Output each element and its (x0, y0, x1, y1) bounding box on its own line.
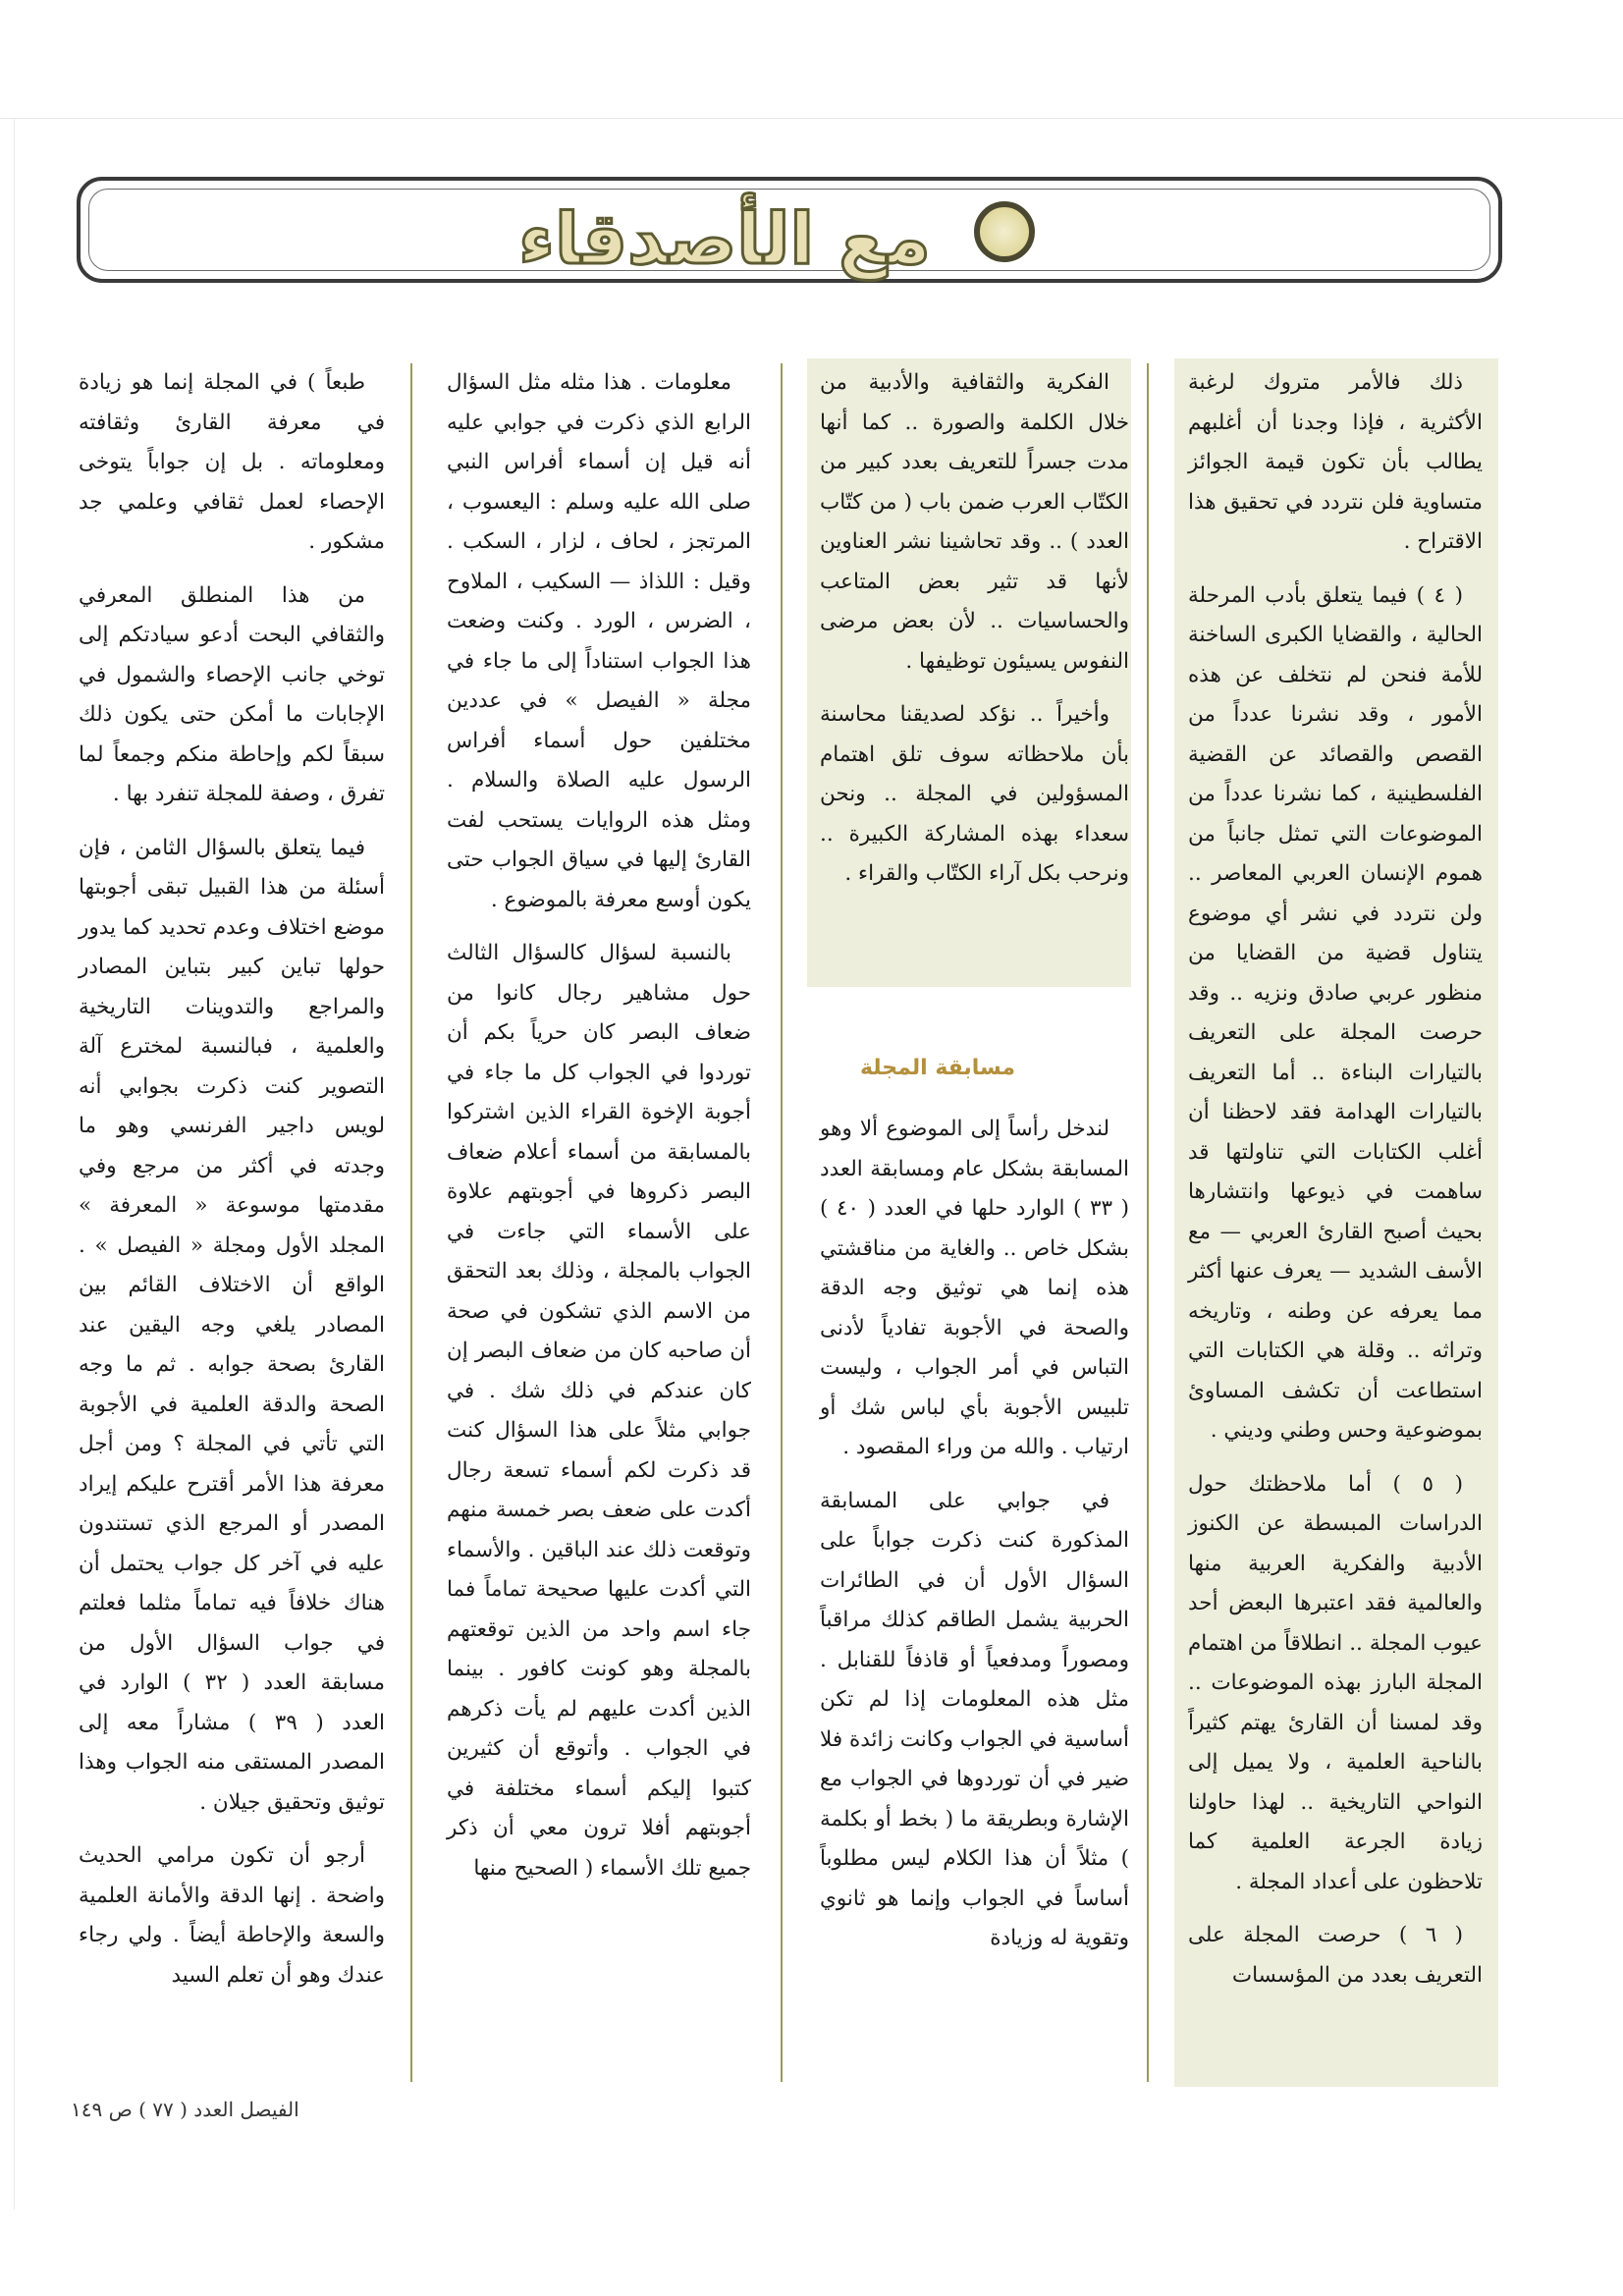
column-second-body (820, 1110, 1129, 1959)
column-boxed-reply (820, 363, 1129, 895)
paragraph: في جوابي على المسابقة المذكورة كنت ذكرت جواباً على السؤال الأول أن في الطائرات الحربية يشمل الطاقم كذلك مراقباً ومصوراً ومدفعياً أو قاذفاً للقنابل . مثل هذه المعلومات إذا لم تكن أساسية في الجواب وكانت زائدة فلا ضير في أن توردوها في الجواب مع الإشارة وبطريقة ما ( بخط أو بكلمة ) مثلاً أن هذا الكلام ليس مطلوباً أساساً في الجواب وإنما هو ثانوي وتقوية له وزيادة (820, 1488, 1129, 1950)
header-ornament-circle (974, 201, 1035, 262)
column-left (79, 363, 385, 1995)
paragraph: أرجو أن تكون مرامي الحديث واضحة . إنها الدقة والأمانة العلمية والسعة والإحاطة أيضاً . ولي رجاء عندك وهو أن تعلم السيد (79, 1843, 385, 1988)
column-rule (1147, 363, 1149, 2082)
paragraph: معلومات . هذا مثله مثل السؤال الرابع الذي ذكرت في جوابي عليه أنه قيل إن أسماء أفراس النبي صلى الله عليه وسلم : اليعسوب ، المرتجز ، لحاف ، لزار ، السكب . وقيل : اللذاذ — السكيب ، الملاوح ، الضرس ، الورد . وكنت وضعت هذا الجواب استناداً إلى ما جاء في مجلة « الفيصل » في عددين مختلفين حول أسماء أفراس الرسول عليه الصلاة والسلام . ومثل هذه الروايات يستحب لفت القارئ إليها في سياق الجواب حتى يكون أوسع معرفة بالموضوع . (447, 370, 751, 912)
paragraph: لندخل رأساً إلى الموضوع ألا وهو المسابقة بشكل عام ومسابقة العدد ( ٣٣ ) الوارد حلها في العدد ( ٤٠ ) بشكل خاص .. والغاية من مناقشتي هذه إنما هي توثيق وجه الدقة والصحة في الأجوبة تفادياً لأدنى التباس في أمر الجواب ، وليست تلبيس الأجوبة بأي لباس شك أو ارتياب . والله من وراء المقصود . (820, 1117, 1130, 1459)
paragraph: وأخيراً .. نؤكد لصديقنا محاسنة بأن ملاحظاته سوف تلق اهتمام المسؤولين في المجلة .. ونحن سعداء بهذه المشاركة الكبيرة .. ونرحب بكل آراء الكتّاب والقراء . (820, 702, 1129, 886)
paragraph: ( ٥ ) أما ملاحظتك حول الدراسات المبسطة عن الكنوز الأدبية والفكرية العربية منها والعالمية فقد اعتبرها البعض أحد عيوب المجلة .. انطلاقاً من اهتمام المجلة البارز بهذه الموضوعات .. وقد لمسنا أن القارئ يهتم كثيراً بالناحية العلمية ، ولا يميل إلى النواحي التاريخية .. لهذا حاولنا زيادة الجرعة العلمية كما تلاحظون على أعداد المجلة . (1188, 1471, 1483, 1894)
column-right (1188, 363, 1483, 1995)
column-rule (781, 363, 783, 2082)
paragraph: ( ٦ ) حرصت المجلة على التعريف بعدد من المؤسسات (1188, 1923, 1483, 1988)
page-top-edge (0, 118, 1623, 119)
paragraph: ( ٤ ) فيما يتعلق بأدب المرحلة الحالية ، والقضايا الكبرى الساخنة للأمة فنحن لم نتخلف عن هذه الأمور ، وقد نشرنا عدداً من القصص والقصائد عن القضية الفلسطينية ، كما نشرنا عدداً من الموضوعات التي تمثل جانباً من هموم الإنسان العربي المعاصر .. ولن نتردد في نشر أي موضوع يتناول قضية من القضايا من منظور عربي صادق ونزيه .. وقد حرصت المجلة على التعريف بالتيارات البناءة .. أما التعريف بالتيارات الهدامة فقد لاحظنا أن أغلب الكتابات التي تناولتها قد ساهمت في ذيوعها وانتشارها بحيث أصبح القارئ العربي — مع الأسف الشديد — يعرف عنها أكثر مما يعرفه عن وطنه ، وتاريخه وتراثه .. وقلة هي الكتابات التي استطاعت أن تكشف المساوئ بموضوعية وحس وطني وديني . (1188, 582, 1483, 1443)
section-heading: مسابقة المجلة (859, 1056, 1016, 1080)
page-side-edge (14, 118, 15, 2210)
paragraph: طبعاً ) في المجلة إنما هو زيادة في معرفة القارئ وثقافته ومعلوماته . بل إن جواباً يتوخى الإحصاء لعمل ثقافي وعلمي جد مشكور . (79, 370, 385, 554)
paragraph: فيما يتعلق بالسؤال الثامن ، فإن أسئلة من هذا القبيل تبقى أجوبتها موضع اختلاف وعدم تحديد كما يدور حولها تباين كبير بتباين المصادر والمراجع والتدوينات التاريخية والعلمية ، فبالنسبة لمخترع آلة التصوير كنت ذكرت بجوابي أنه لويس داجير الفرنسي وهو ما وجدته في أكثر من مرجع وفي مقدمتها موسوعة « المعرفة » المجلد الأول ومجلة « الفيصل » . الواقع أن الاختلاف القائم بين المصادر يلغي وجه اليقين عند القارئ بصحة جوابه . ثم ما وجه الصحة والدقة العلمية في الأجوبة التي تأتي في المجلة ؟ ومن أجل معرفة هذا الأمر أقترح عليكم إيراد المصدر أو المرجع الذي تستندون عليه في آخر كل جواب يحتمل أن هناك خلافاً فيه تماماً مثلما فعلتم في جواب السؤال الأول من مسابقة العدد ( ٣٢ ) الوارد في العدد ( ٣٩ ) مشاراً معه إلى المصدر المستقى منه الجواب وهذا توثيق وتحقيق جيلان . (79, 835, 386, 1815)
column-rule (410, 363, 412, 2082)
page-footer: الفيصل العدد ( ٧٧ ) ص ١٤٩ (71, 2098, 299, 2121)
page-title: مع الأصدقاء (518, 197, 931, 280)
paragraph: بالنسبة لسؤال كالسؤال الثالث حول مشاهير رجال كانوا من ضعاف البصر كان حرياً بكم أن توردوا في الجواب كل ما جاء في أجوبة الإخوة القراء الذين اشتركوا بالمسابقة من أسماء أعلام ضعاف البصر ذكروها في أجوبتهم علاوة على الأسماء التي جاءت في الجواب بالمجلة ، وذلك بعد التحقق من الاسم الذي تشكون في صحة أن صاحبه كان من ضعاف البصر إن كان عندكم في ذلك شك . في جوابي مثلاً على هذا السؤال كنت قد ذكرت لكم أسماء تسعة رجال أكدت على ضعف بصر خمسة منهم وتوقعت ذلك عند الباقين . والأسماء التي أكدت عليها صحيحة تماماً فما جاء اسم واحد من الذين توقعتهم بالمجلة وهو كونت كافور . بينما الذين أكدت عليهم لم يأت ذكرهم في الجواب . وأتوقع أن كثيرين كتبوا إليكم أسماء مختلفة في أجوبتهم أفلا ترون معي أن ذكر جميع تلك الأسماء ( الصحيح منها (447, 941, 751, 1881)
paragraph: ذلك فالأمر متروك لرغبة الأكثرية ، فإذا وجدنا أن أغلبهم يطالب بأن تكون قيمة الجوائز متساوية فلن نتردد في تحقيق هذا الاقتراح . (1188, 370, 1483, 554)
column-third (447, 363, 751, 1888)
paragraph: الفكرية والثقافية والأدبية من خلال الكلمة والصورة .. كما أنها مدت جسراً للتعريف بعدد كبير من الكتّاب العرب ضمن باب ( من كتّاب العدد ) .. وقد تحاشينا نشر العناوين لأنها قد تثير بعض المتاعب والحساسيات .. لأن بعض مرضى النفوس يسيئون توظيفها . (820, 370, 1129, 674)
paragraph: من هذا المنطلق المعرفي والثقافي البحت أدعو سيادتكم إلى توخي جانب الإحصاء والشمول في الإجابات ما أمكن حتى يكون ذلك سبقاً لكم وإحاطة منكم وجمعاً لما تفرق ، وصفة للمجلة تنفرد بها . (79, 582, 385, 806)
